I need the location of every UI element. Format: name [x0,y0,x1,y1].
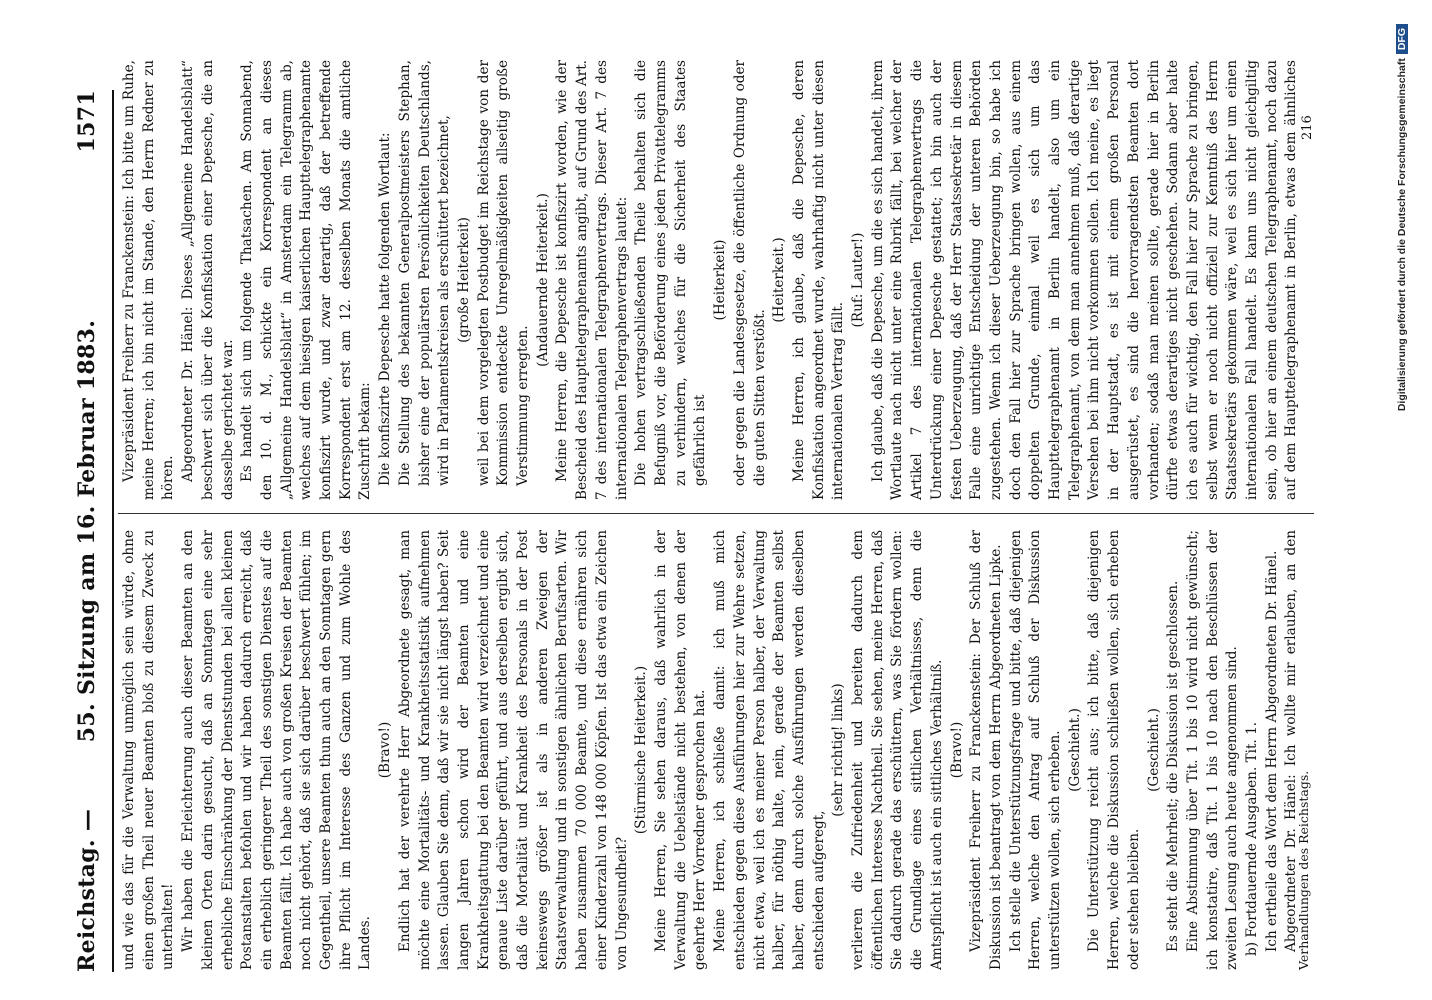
header-title: 55. Sitzung am 16. Februar 1883. [74,319,100,743]
stage-direction: (sehr richtig! links) [830,683,847,817]
quoted-block: Die hohen vertragschließenden Theile behalten sich die Befugniß vor, die Beförderung eines jeden Privattelegramms zu verhindern, welches für die Sicherheit des Staates gefährlich ist [633,60,709,486]
paragraph: Meine Herren, ich schließe damit: ich muß mich entschieden gegen diese Ausführungen hier zur Wehre setzen, nicht etwa, weil ich es meiner Person halber, der Verwaltung halber, für nöthig halte, nein, gerade der Beamten selbst halber, denn durch solche Ausführungen werden dieselben entschieden aufgeregt, [712,530,827,970]
paragraph: Abgeordneter Dr. Hänel: Dieses „Allgemeine Handelsblatt“ beschwert sich über die Konfiskation einer Depesche, die an dasselbe gerichtet war. [180,60,236,500]
left-column [120,530,1300,970]
right-column [120,60,1300,500]
paragraph: Ich stelle die Unterstützungsfrage und bitte, daß diejenigen Herren, welche den Antrag auf Schluß der Diskussion unterstützen wollen, sich erheben. [1007,530,1064,970]
quoted-block: weil bei dem vorgelegten Postbudget im Reichstage von der Kommission entdeckte Unregelmäßigkeiten allseitig große Verstimmung erregten. [475,60,532,486]
stage-direction: (Stürmische Heiterkeit.) [633,665,650,835]
stage-direction: (Andauernde Heiterkeit.) [534,193,551,367]
paragraph: verlieren die Zufriedenheit und bereiten dadurch dem öffentlichen Interesse Nachtheil. Sie sehen, meine Herren, daß Sie dadurch gerade das erschüttern, was Sie fördern wollen: die Grundlage eines sittlichen Verhältnisses, denn die Amtspflicht ist auch ein sittliches Verhältniß. [850,530,945,970]
stage-direction: (Geschieht.) [1066,708,1083,792]
paragraph: Wir haben die Erleichterung auch dieser Beamten an den kleinen Orten darin gesucht, daß an Sonntagen eine sehr erhebliche Einschränkung der Dienststunden bei allen kleinen Postanstalten befohlen und wir haben dadurch erreicht, daß ein erheblich geringerer Theil des sonstigen Dienstes auf die Beamten fällt. Ich habe auch von großen Kreisen der Beamten noch nicht gehört, daß sie sich darüber beschwert fühlen; im Gegentheil, unsere Beamten thun auch an den Sonntagen gern ihre Pflicht im Interesse des Ganzen und zum Wohle des Landes. [180,530,374,970]
quoted-block: oder gegen die Landesgesetze, die öffentliche Ordnung oder die guten Sitten verstößt. [731,60,768,486]
quoted-block: Die Stellung des bekannten Generalpostmeisters Stephan, bisher eine der populärsten Persönlichkeiten Deutschlands, wird in Parlamentskreisen als erschüttert bezeichnet, [396,60,453,486]
paragraph: Meine Herren, die Depesche ist konfiszirt worden, wie der Bescheid des Haupttelegraphenamts angibt, auf Grund des Art. 7 des internationalen Telegraphenvertrags. Dieser Art. 7 des internationalen Telegraphenvertrags lautet: [554,60,630,500]
page-header [74,90,108,972]
paragraph: Die Unterstützung reicht aus; ich bitte, daß diejenigen Herren, welche die Diskussion schließen wollen, sich erheben oder stehen bleiben. [1086,530,1142,970]
paragraph: Abgeordneter Dr. Hänel: Ich wollte mir erlauben, an den [1283,530,1300,952]
quoted-block: Die konfiszirte Depesche hatte folgenden Wortlaut: [377,132,394,486]
footer-source: Verhandlungen des Reichstags. [1296,770,1311,970]
digitization-text: Digitalisierung gefördert durch die Deutsche Forschungsgemeinschaft [1396,58,1408,412]
signature-mark: 216 [1300,115,1315,140]
paragraph: Eine Abstimmung über Tit. 1 bis 10 wird nicht gewünscht; ich konstatire, daß Tit. 1 bis 10 nach den Beschlüssen der zweiten Lesung auch heute angenommen sind. [1184,530,1241,970]
stage-direction: (Bravo!) [948,721,965,779]
paragraph: Es steht die Mehrheit; die Diskussion ist geschlossen. [1165,580,1182,952]
paragraph: Meine Herren, Sie sehen daraus, daß wahrlich in der Verwaltung die Uebelstände nicht bestehen, von denen der geehrte Herr Vorredner gesprochen hat. [652,530,709,970]
paragraph: Endlich hat der verehrte Herr Abgeordnete gesagt, man möchte eine Mortalitäts- und Krankheitsstatistik aufnehmen lassen. Glauben Sie denn, daß wir sie nicht längst haben? Seit langen Jahren schon wird der Beamten und eine Krankheitsgattung bei den Beamten wird verzeichnet und eine genaue Liste darüber geführt, und aus derselben ergibt sich, daß die Mortalität und Krankheit des Personals in der Post keineswegs größer ist als in anderen Zweigen der Staatsverwaltung und in sonstigen ähnlichen Berufsarten. Wir haben zusammen 70 000 Beamte, und diese ernähren sich einer Kinderzahl von 148 000 Köpfen. Ist das etwa ein Zeichen von Ungesundheit? [396,530,630,970]
stage-direction: (Geschieht.) [1145,708,1162,792]
header-rule [112,90,114,972]
digitization-note [1396,0,1420,1000]
paragraph: Meine Herren, ich glaube, daß die Depesche, deren Konfiskation angeordnet wurde, wahrhaftig nicht unter diesen internationalen Vertrag fällt. [790,60,847,500]
stage-direction: (Bravo!) [377,721,394,779]
stage-direction: (Heiterkeit.) [771,237,788,323]
column-divider [118,513,1314,514]
stage-direction: (große Heiterkeit) [455,217,472,343]
page-number: 1571 [74,90,100,153]
paragraph: Vizepräsident Freiherr zu Franckenstein: Der Schluß der Diskussion ist beantragt von dem Herrn Abgeordneten Lipke. [968,530,1004,970]
quoted-block: b) Fortdauernde Ausgaben. Tit. 1. [1244,721,1261,956]
paragraph: Ich ertheile das Wort dem Herrn Abgeordneten Dr. Hänel. [1263,550,1280,952]
paragraph: Es handelt sich um folgende Thatsachen. Am Sonnabend, den 10. d. M., schickte ein Korrespondent an dieses „Allgemeine Handelsblatt“ in Amsterdam ein Telegramm ab, welches auf dem hiesigen kaiserlichen Haupttelegraphenamte konfiszirt wurde, und zwar derartig, daß der betreffende Korrespondent erst am 12. desselben Monats die amtliche Zuschrift bekam: [239,60,374,500]
paragraph: Ich glaube, daß die Depesche, um die es sich handelt, ihrem Wortlaute nach nicht unter eine Rubrik fällt, bei welcher der Artikel 7 des internationalen Telegraphenvertrags die Unterdrückung einer Depesche gestattet; ich bin auch der festen Ueberzeugung, daß der Herr Staatssekretär in diesem Falle eine unrichtige Entscheidung der unteren Behörden zugestehen. Wenn ich dieser Ueberzeugung bin, so habe ich doch den Fall hier zur Sprache bringen wollen, aus einem doppelten Grunde, einmal weil es sich um das Haupttelegraphenamt in Berlin handelt, also um ein Telegraphenamt, von dem man annehmen muß, daß derartige Versehen bei ihm nicht vorkommen sollen. Ich meine, es liegt in der Hauptstadt, es ist mit einem großen Personal ausgerüstet, es sind die hervorragendsten Beamten dort vorhanden; sodaß man meinen sollte, gerade hier in Berlin dürfte etwas derartiges nicht geschehen. Sodann aber halte ich es auch für wichtig, den Fall hier zur Sprache zu bringen, selbst wenn er noch nicht offiziell zur Kenntniß des Herrn Staatssekretärs gekommen wäre, weil es sich hier um einen internationalen Fall handelt. Es kann uns nicht gleichgiltig sein, ob hier an einem deutschen Telegraphenamt, noch dazu auf dem Haupttelegraphenamt in Berlin, etwas dem ähnliches [869,60,1300,500]
paragraph: Vizepräsident Freiherr zu Franckenstein: Ich bitte um Ruhe, meine Herren; ich bin nicht im Stande, den Herrn Redner zu hören. [121,60,177,500]
stage-direction: (Ruf: Lauter!) [850,232,867,328]
paragraph: und wie das für die Verwaltung unmöglich sein würde, ohne einen großen Theil neuer Beamten bloß zu diesem Zweck zu unterhalten! [121,530,177,970]
dfg-logo: DFG [1396,24,1408,54]
stage-direction: (Heiterkeit) [712,239,729,321]
header-left: Reichstag. — [74,808,100,972]
